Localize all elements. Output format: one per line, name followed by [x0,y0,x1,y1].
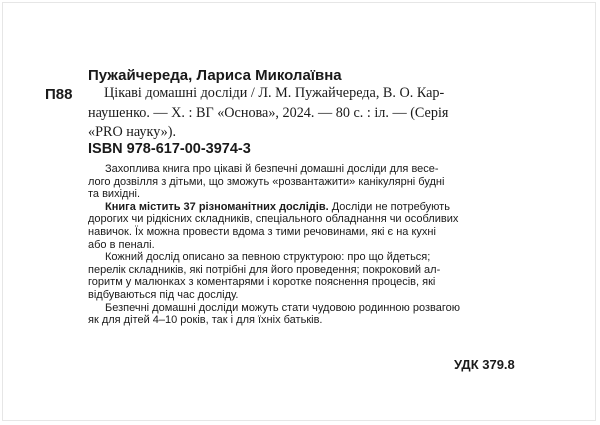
annotation-line: Кожний дослід описано за певною структурою: про що йдеться; [105,251,431,264]
bibliographic-description [88,84,554,143]
annotation-line: горитм у малюнках з коментарями і коротке пояснення процесів, які [88,276,436,289]
annotation-line: або в пеналі. [88,238,155,251]
biblio-line: «PRO науку»). [88,124,177,140]
annotation-text: Досліди не потребують [328,200,450,213]
annotation [88,163,550,327]
annotation-lead: Книга містить 37 різноманітних дослідів. [105,200,329,213]
annotation-line: дорогих чи рідкісних складників, спеціального обладнання чи особливих [88,213,459,226]
annotation-line: навичок. Їх можна провести вдома з тими речовинами, які є на кухні [88,225,436,238]
biblio-line: Цікаві домашні досліди / Л. М. Пужайчереда, В. О. Кар- [104,85,445,101]
annotation-line: як для дітей 4–10 років, так і для їхніх батьків. [88,314,323,327]
annotation-line [88,201,550,214]
biblio-line: наушенко. — Х. : ВГ «Основа», 2024. — 80 с. : іл. — (Серія [88,104,449,121]
author-mark: П88 [45,86,73,103]
isbn: ISBN 978-617-00-3974-3 [88,141,251,157]
annotation-line: перелік складників, які потрібні для його проведення; покроковий ал- [88,263,441,276]
udk-code: УДК 379.8 [454,357,515,372]
annotation-line: Безпечні домашні досліди можуть стати чудовою родинною розвагою [105,301,460,314]
annotation-line: відбуваються під час досліду. [88,288,239,301]
author-heading: Пужайчереда, Лариса Миколаївна [88,67,342,84]
annotation-line: лого дозвілля з дітьми, що зможуть «розвантажити» канікулярні будні [88,175,445,188]
annotation-line: Захоплива книга про цікаві й безпечні домашні досліди для весе- [105,163,439,175]
annotation-line: та вихідні. [88,188,141,201]
